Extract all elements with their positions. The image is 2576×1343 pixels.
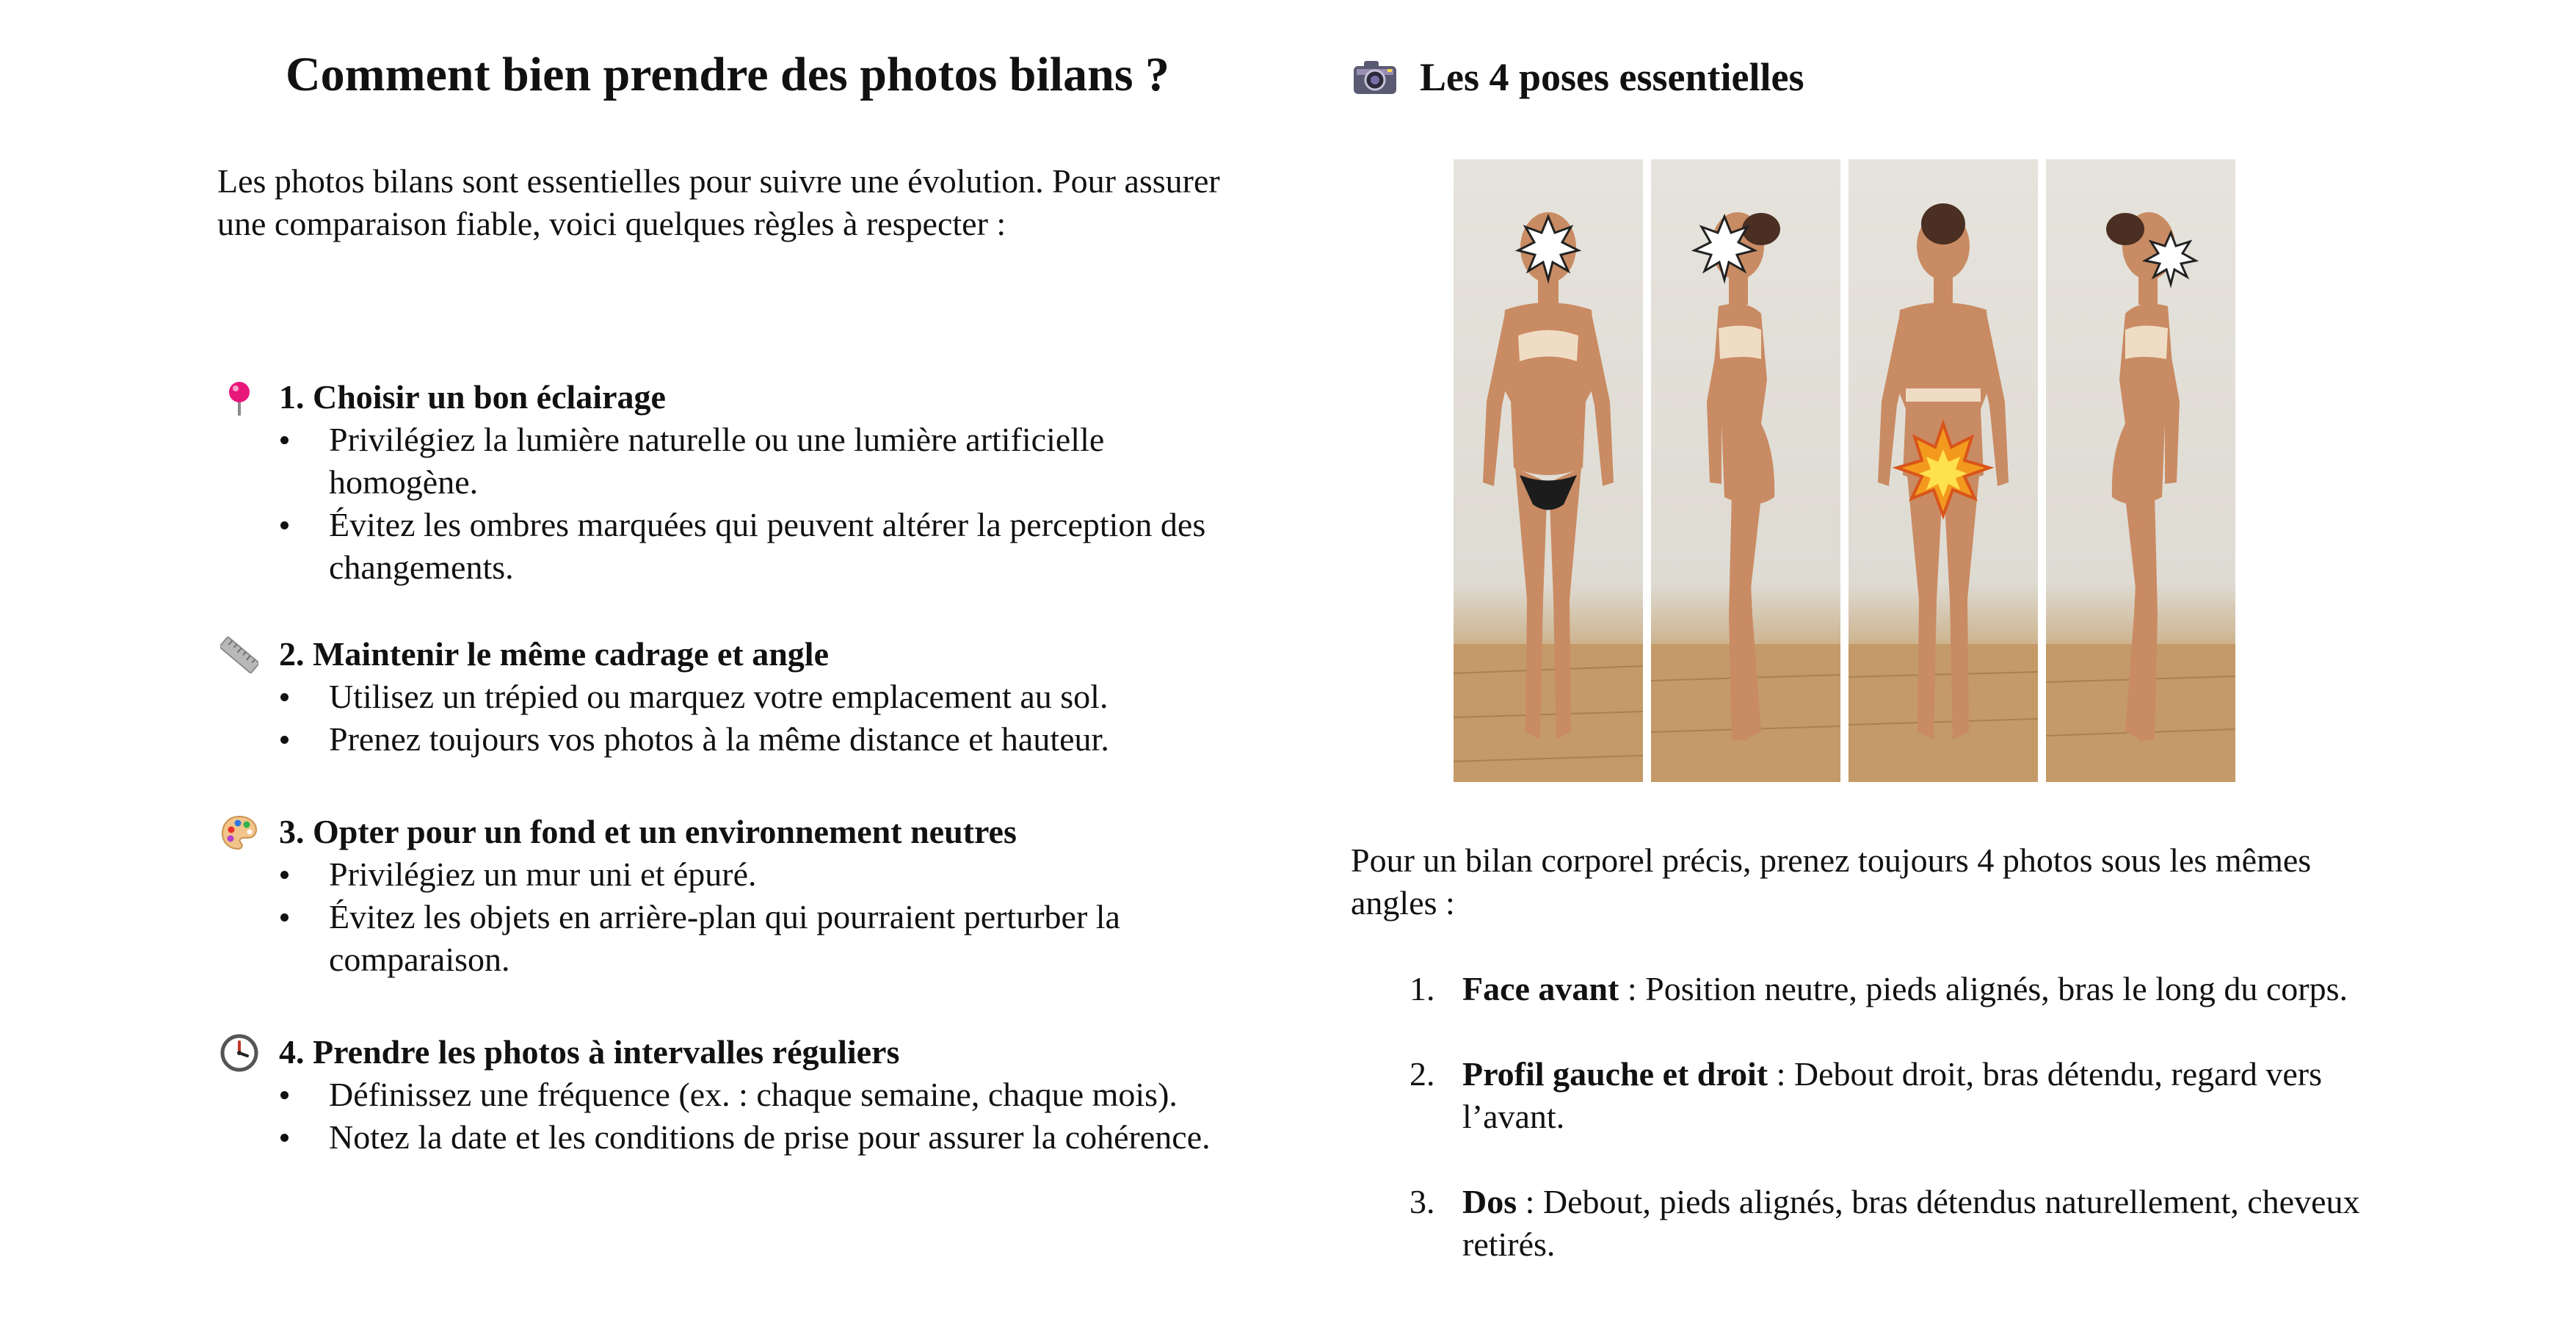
section-heading: 3. Opter pour un fond et un environnement neutres [217,811,1260,853]
poses-list [1351,968,2379,1308]
section-heading: 2. Maintenir le même cadrage et angle [217,633,1260,676]
section-background [217,811,1260,981]
section-framing [217,633,1260,761]
list-item: Privilégiez un mur uni et épuré. [217,853,1260,896]
photo-right-profile-pose [2046,159,2235,782]
intro-paragraph: Les photos bilans sont essentielles pour suivre une évolution. Pour assurer une comparaison fiable, voici quelques règles à respecter : [217,162,1220,242]
list-item: Privilégiez la lumière naturelle ou une lumière artificielle homogène. [217,419,1260,504]
section-lighting [217,376,1260,589]
photo-left-profile-pose [1651,159,1840,782]
photo-front-pose [1454,159,1643,782]
pose-item-front: 1. Face avant : Position neutre, pieds alignés, bras le long du corps. [1409,970,2348,1007]
list-item: Définissez une fréquence (ex. : chaque semaine, chaque mois). [217,1074,1260,1116]
palette-icon [220,814,258,852]
section-intervals [217,1031,1260,1159]
poses-paragraph: Pour un bilan corporel précis, prenez toujours 4 photos sous les mêmes angles : [1351,841,2312,922]
pushpin-icon [220,379,258,417]
pose-item-back: 3. Dos : Debout, pieds alignés, bras détendus naturellement, cheveux retirés. [1409,1183,2360,1263]
photo-back-pose [1848,159,2038,782]
camera-icon [1351,57,1399,97]
ruler-icon [220,636,258,674]
list-item: Évitez les ombres marquées qui peuvent altérer la perception des changements. [217,504,1260,589]
pose-item-profile: 2. Profil gauche et droit : Debout droit, bras détendu, regard vers l’avant. [1409,1055,2323,1135]
list-item: Prenez toujours vos photos à la même distance et hauteur. [217,718,1260,761]
section-heading: 1. Choisir un bon éclairage [217,376,1260,419]
list-item: Évitez les objets en arrière-plan qui pourraient perturber la comparaison. [217,896,1260,981]
page-title: Comment bien prendre des photos bilans ? [285,48,1170,101]
poses-heading: Les 4 poses essentielles [1351,53,1804,101]
clock-icon [220,1034,258,1072]
list-item: Notez la date et les conditions de prise pour assurer la cohérence. [217,1116,1260,1159]
list-item: Utilisez un trépied ou marquez votre emplacement au sol. [217,676,1260,718]
pose-photos [1454,159,2236,782]
section-heading: 4. Prendre les photos à intervalles réguliers [217,1031,1260,1074]
